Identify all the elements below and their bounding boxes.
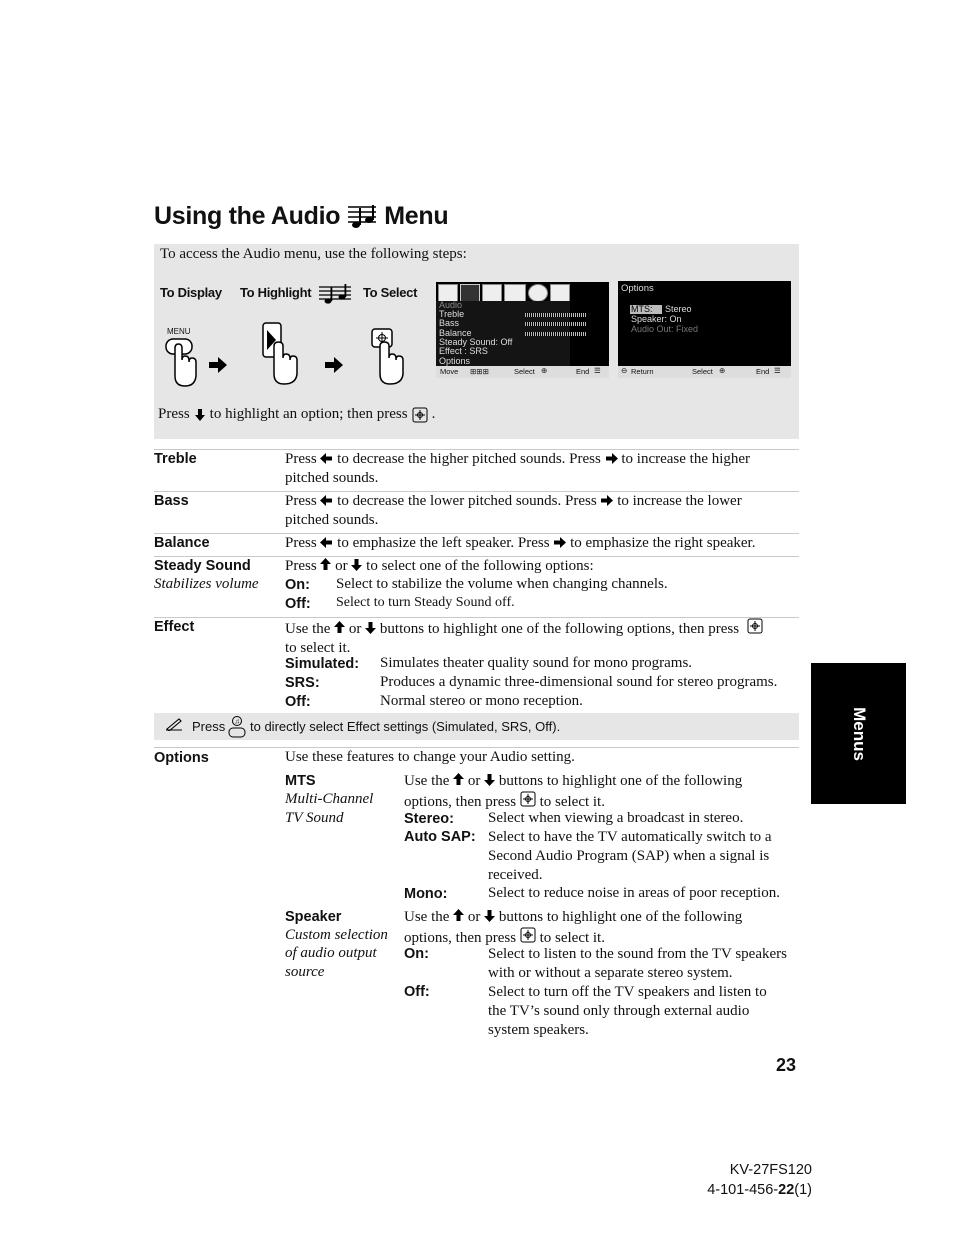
osd-menu-icon-bar: [438, 284, 570, 301]
footer-code-b: 22: [778, 1182, 795, 1198]
speaker-sub3: source: [285, 964, 325, 980]
press-line-a: Press: [158, 406, 190, 422]
bass-line2: pitched sounds.: [285, 512, 379, 528]
left-arrow-icon: [320, 537, 333, 548]
osd-footer-return: Return: [631, 367, 654, 376]
press-line-b: to highlight an option; then press: [209, 406, 408, 422]
speaker-off-label: Off:: [404, 984, 430, 1000]
bass-level-bar: [525, 322, 587, 326]
mts-sub1: Multi-Channel: [285, 791, 374, 807]
balance-term: Balance: [154, 535, 210, 551]
footer-code-a: 4-101-456-: [707, 1182, 779, 1198]
osd-item-balance: Balance: [439, 328, 472, 338]
balance-line1b: to emphasize the right speaker.: [570, 535, 756, 551]
osd-footer-select: Select: [514, 367, 535, 376]
effect-simulated-label: Simulated:: [285, 656, 360, 672]
page-title-before: Using the Audio: [154, 202, 341, 230]
speaker-off-l1: Select to turn off the TV speakers and listen to: [488, 984, 767, 1000]
mts-d1b: buttons to highlight one of the following: [498, 773, 743, 789]
osd-footer-move: Move: [440, 367, 459, 376]
down-arrow-icon: [484, 773, 495, 786]
steady-on-text: Select to stabilize the volume when changing channels.: [336, 576, 668, 592]
footer-model: KV-27FS120: [729, 1162, 812, 1178]
select-button-icon: [520, 927, 536, 943]
menus-section-tab: [811, 663, 906, 804]
treble-desc: Press to decrease the higher pitched sounds. Press to increase the higher pitched sounds.: [285, 451, 751, 486]
mts-mono-label: Mono:: [404, 886, 448, 902]
select-button-icon: [747, 618, 763, 634]
return-arrow-icon: ⊖: [621, 366, 628, 375]
svg-text:♫: ♫: [234, 718, 240, 726]
divider: [154, 747, 799, 748]
mts-d1or: or: [467, 773, 481, 789]
page-title-after: Menu: [384, 202, 449, 230]
speaker-d1a: Use the: [404, 909, 450, 925]
down-arrow-icon: [351, 558, 362, 571]
effect-intro-c: to select it.: [285, 640, 351, 656]
note-text-a: Press: [192, 719, 226, 734]
osd-item-treble: Treble: [439, 309, 465, 319]
speaker-off-l2: the TV’s sound only through external audio: [488, 1003, 750, 1019]
options-menu-osd: [618, 281, 791, 378]
page-title: [154, 202, 448, 231]
steady-off-label: Off:: [285, 596, 311, 612]
osd-audio-out: Audio Out: Fixed: [631, 324, 699, 334]
osd-category: Audio: [439, 300, 463, 310]
down-arrow-icon: [365, 621, 376, 634]
effect-intro-or: or: [348, 621, 362, 637]
channel-menu-icon: [504, 284, 526, 302]
up-arrow-icon: [453, 909, 464, 922]
highlight-press-hand-icon: [258, 320, 302, 386]
effect-intro-b: buttons to highlight one of the following options, then press: [379, 621, 740, 637]
step-display-label: To Display: [160, 285, 222, 300]
speaker-sub1: Custom selection: [285, 927, 388, 943]
balance-desc: Press to emphasize the left speaker. Press to emphasize the right speaker.: [285, 535, 756, 551]
mts-term: MTS: [285, 773, 316, 789]
speaker-d2b: to select it.: [539, 930, 605, 946]
steady-off-text: Select to turn Steady Sound off.: [336, 595, 515, 610]
steady-subtitle: Stabilizes volume: [154, 576, 259, 592]
right-arrow-icon: [600, 495, 613, 506]
treble-term: Treble: [154, 451, 197, 467]
pencil-note-icon: [165, 717, 183, 731]
steady-desc: [285, 557, 594, 576]
treble-line1b: to increase the higher: [621, 451, 751, 467]
page-number: 23: [776, 1055, 797, 1075]
mts-autosap-l3: received.: [488, 867, 543, 883]
move-arrows-icon: ⊞⊞⊞: [470, 367, 489, 376]
up-arrow-icon: [334, 621, 345, 634]
osd-item-effect: Effect : SRS: [439, 346, 488, 356]
mts-autosap-l1: Select to have the TV automatically switch to a: [488, 829, 772, 845]
audio-menu-icon: [460, 284, 480, 302]
mts-stereo-text: Select when viewing a broadcast in stereo.: [488, 810, 744, 826]
bass-term: Bass: [154, 493, 189, 509]
effect-term: Effect: [154, 619, 195, 635]
speaker-term: Speaker: [285, 909, 342, 925]
right-arrow-icon: [324, 356, 344, 374]
effect-simulated-text: Simulates theater quality sound for mono programs.: [380, 655, 693, 671]
speaker-on-label: On:: [404, 946, 429, 962]
osd-item-bass: Bass: [439, 318, 460, 328]
screen-menu-icon: [482, 284, 502, 302]
speaker-d1or: or: [467, 909, 481, 925]
mts-autosap-l2: Second Audio Program (SAP) when a signal is: [488, 848, 770, 864]
osd-options-title: Options: [621, 283, 654, 294]
bass-line1: to decrease the lower pitched sounds. Press: [337, 493, 597, 509]
left-arrow-icon: [320, 453, 333, 464]
steady-term: Steady Sound: [154, 558, 251, 574]
balance-level-bar: [525, 332, 587, 336]
select-button-icon: [412, 407, 428, 423]
treble-line1: to decrease the higher pitched sounds. Press: [337, 451, 601, 467]
setup-menu-icon: [550, 284, 570, 302]
steady-intro-a: Press: [285, 558, 317, 574]
mts-mono-text: Select to reduce noise in areas of poor reception.: [488, 885, 780, 901]
down-arrow-icon: [484, 909, 495, 922]
note-text-b: to directly select Effect settings (Simulated, SRS, Off).: [250, 719, 561, 734]
menu-button-icon: ☰: [774, 366, 781, 375]
osd-mts-value: Stereo: [665, 304, 692, 314]
osd-item-steady: Steady Sound: Off: [439, 337, 513, 347]
balance-line1: to emphasize the left speaker. Press: [337, 535, 550, 551]
effect-button-icon: [227, 715, 247, 739]
footer-code-c: (1): [794, 1182, 812, 1198]
steady-intro-or: or: [335, 558, 348, 574]
speaker-on-text: [488, 945, 787, 983]
osd-speaker: Speaker: On: [631, 314, 682, 324]
osd-options-footer: [618, 366, 791, 378]
timer-menu-icon: [528, 284, 548, 302]
bass-desc: Press to decrease the lower pitched sounds. Press to increase the lower pitched sounds.: [285, 493, 742, 528]
left-arrow-icon: [320, 495, 333, 506]
footer-code: [707, 1182, 812, 1198]
speaker-on-l2: with or without a separate stereo system.: [488, 965, 733, 981]
steady-on-label: On:: [285, 577, 310, 593]
speaker-desc: [404, 908, 742, 948]
menu-press-hand-icon: [163, 336, 199, 388]
effect-srs-text: Produces a dynamic three-dimensional sound for stereo programs.: [380, 674, 778, 690]
step-select-label: To Select: [363, 285, 418, 300]
effect-intro-a: Use the: [285, 621, 331, 637]
up-arrow-icon: [453, 773, 464, 786]
osd-item-options: Options: [439, 356, 471, 366]
bass-line1b: to increase the lower: [617, 493, 742, 509]
osd-options-footer-select: Select: [692, 367, 713, 376]
effect-off-text: Normal stereo or mono reception.: [380, 693, 583, 709]
treble-level-bar: [525, 313, 587, 317]
audio-notes-icon: [318, 284, 352, 304]
menus-tab-label: Menus: [849, 706, 869, 761]
steady-intro-b: to select one of the following options:: [366, 558, 594, 574]
right-arrow-icon: [553, 537, 566, 548]
speaker-off-text: [488, 983, 767, 1040]
down-arrow-icon: [194, 408, 206, 422]
speaker-sub2: of audio output: [285, 945, 377, 961]
osd-footer-end: End: [576, 367, 590, 376]
osd-mts-label: MTS:: [631, 304, 653, 314]
menu-button-label: MENU: [167, 327, 191, 336]
effect-off-label: Off:: [285, 694, 311, 710]
speaker-on-l1: Select to listen to the sound from the TV speakers: [488, 946, 787, 962]
osd-options-footer-end: End: [756, 367, 770, 376]
speaker-off-l3: system speakers.: [488, 1022, 589, 1038]
effect-srs-label: SRS:: [285, 675, 320, 691]
mts-autosap-text: [488, 828, 772, 885]
mts-d2a: options, then press: [404, 794, 517, 810]
osd-footer: [436, 366, 609, 378]
mts-sub2: TV Sound: [285, 810, 344, 826]
options-intro: Use these features to change your Audio setting.: [285, 749, 575, 765]
select-button-icon: ⊕: [719, 366, 726, 375]
mts-d2b: to select it.: [539, 794, 605, 810]
right-arrow-icon: [208, 356, 228, 374]
right-arrow-icon: [605, 453, 618, 464]
options-term: Options: [154, 750, 209, 766]
press-instruction: [158, 406, 435, 423]
select-button-icon: ⊕: [541, 366, 548, 375]
audio-menu-osd: [436, 282, 609, 378]
mts-d1a: Use the: [404, 773, 450, 789]
select-press-hand-icon: [368, 326, 408, 386]
mts-desc: [404, 772, 742, 812]
speaker-d1b: buttons to highlight one of the following: [498, 909, 743, 925]
intro-text: To access the Audio menu, use the following steps:: [160, 246, 467, 262]
speaker-d2a: options, then press: [404, 930, 517, 946]
menu-button-icon: ☰: [594, 366, 601, 375]
effect-desc: [285, 618, 763, 658]
audio-notes-icon: [346, 204, 378, 230]
select-button-icon: [520, 791, 536, 807]
mts-stereo-label: Stereo:: [404, 811, 454, 827]
treble-line2: pitched sounds.: [285, 470, 379, 486]
up-arrow-icon: [320, 558, 331, 571]
mts-autosap-label: Auto SAP:: [404, 829, 476, 845]
press-line-c: .: [431, 406, 436, 422]
step-highlight-label: To Highlight: [240, 285, 312, 300]
